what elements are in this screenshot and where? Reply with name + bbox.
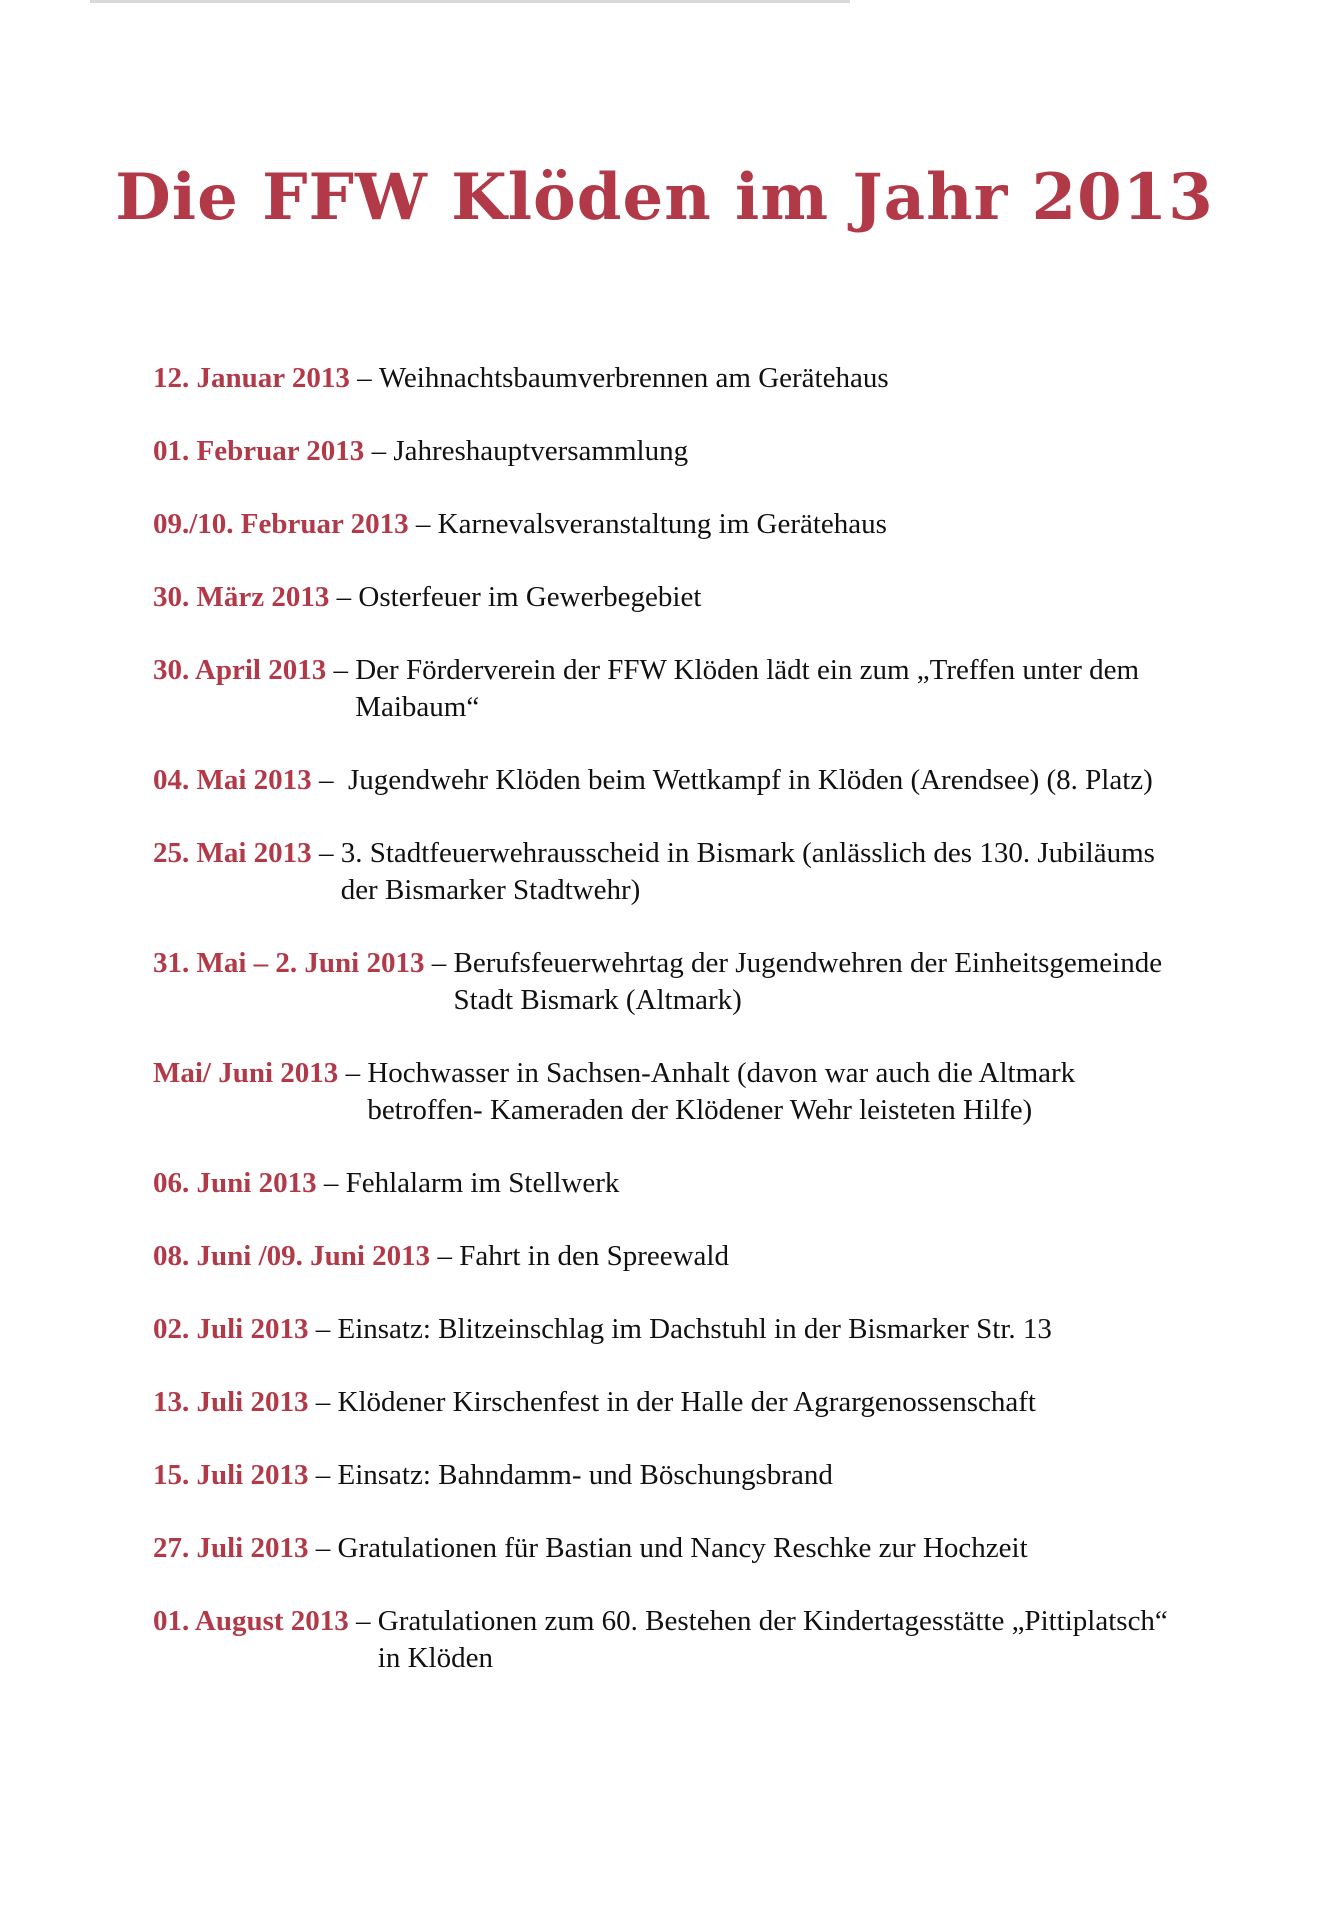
event-entry bbox=[153, 1055, 1183, 1129]
event-date: 09./10. Februar 2013 bbox=[153, 508, 409, 540]
event-date: 04. Mai 2013 bbox=[153, 764, 312, 796]
dash-separator: – bbox=[326, 654, 356, 686]
event-date: 27. Juli 2013 bbox=[153, 1532, 309, 1564]
dash-separator: – bbox=[311, 764, 348, 796]
page-title: Die FFW Klöden im Jahr 2013 bbox=[115, 160, 1214, 235]
event-description: Klödener Kirschenfest in der Halle der Agrargenossenschaft bbox=[337, 1386, 1036, 1418]
dash-separator: – bbox=[316, 1167, 346, 1199]
event-list bbox=[153, 360, 1183, 1713]
event-entry bbox=[153, 1384, 1183, 1421]
event-description: Hochwasser in Sachsen-Anhalt (davon war auch die Altmark betroffen- Kameraden der Klödener Wehr leisteten Hilfe) bbox=[367, 1057, 1076, 1126]
event-date: Mai/ Juni 2013 bbox=[153, 1057, 339, 1089]
dash-separator: – bbox=[348, 1605, 378, 1637]
event-entry bbox=[153, 360, 1183, 397]
event-date: 08. Juni /09. Juni 2013 bbox=[153, 1240, 431, 1272]
dash-separator: – bbox=[329, 581, 359, 613]
dash-separator: – bbox=[349, 362, 379, 394]
event-date: 02. Juli 2013 bbox=[153, 1313, 309, 1345]
dash-separator: – bbox=[308, 1532, 338, 1564]
dash-separator: – bbox=[430, 1240, 460, 1272]
event-description: Gratulationen für Bastian und Nancy Reschke zur Hochzeit bbox=[337, 1532, 1028, 1564]
dash-separator: – bbox=[408, 508, 438, 540]
event-description: 3. Stadtfeuerwehrausscheid in Bismark (anlässlich des 130. Jubiläums der Bismarker Stadtwehr) bbox=[340, 837, 1155, 906]
dash-separator: – bbox=[311, 837, 341, 869]
event-entry bbox=[153, 579, 1183, 616]
event-entry bbox=[153, 945, 1183, 1019]
event-entry bbox=[153, 1311, 1183, 1348]
dash-separator: – bbox=[424, 947, 454, 979]
event-description: Jahreshauptversammlung bbox=[393, 435, 689, 467]
page-edge-line bbox=[90, 0, 850, 3]
event-entry bbox=[153, 1530, 1183, 1567]
event-description: Gratulationen zum 60. Bestehen der Kindertagesstätte „Pittiplatsch“ in Klöden bbox=[377, 1605, 1168, 1674]
event-entry bbox=[153, 433, 1183, 470]
event-description: Der Förderverein der FFW Klöden lädt ein zum „Treffen unter dem Maibaum“ bbox=[355, 654, 1140, 723]
event-date: 31. Mai – 2. Juni 2013 bbox=[153, 947, 425, 979]
event-description: Berufsfeuerwehrtag der Jugendwehren der Einheitsgemeinde Stadt Bismark (Altmark) bbox=[453, 947, 1163, 1016]
event-date: 13. Juli 2013 bbox=[153, 1386, 309, 1418]
event-description: Weihnachtsbaumverbrennen am Gerätehaus bbox=[378, 362, 889, 394]
event-date: 25. Mai 2013 bbox=[153, 837, 312, 869]
dash-separator: – bbox=[308, 1386, 338, 1418]
dash-separator: – bbox=[364, 435, 394, 467]
event-entry bbox=[153, 1457, 1183, 1494]
event-entry bbox=[153, 1165, 1183, 1202]
event-date: 06. Juni 2013 bbox=[153, 1167, 317, 1199]
event-description: Einsatz: Bahndamm- und Böschungsbrand bbox=[337, 1459, 833, 1491]
event-date: 12. Januar 2013 bbox=[153, 362, 350, 394]
event-entry bbox=[153, 1238, 1183, 1275]
dash-separator: – bbox=[308, 1313, 338, 1345]
event-entry bbox=[153, 652, 1183, 726]
event-entry bbox=[153, 1603, 1183, 1677]
event-date: 01. August 2013 bbox=[153, 1605, 349, 1637]
event-entry bbox=[153, 762, 1183, 799]
event-entry bbox=[153, 506, 1183, 543]
dash-separator: – bbox=[338, 1057, 368, 1089]
event-date: 15. Juli 2013 bbox=[153, 1459, 309, 1491]
event-date: 30. April 2013 bbox=[153, 654, 327, 686]
event-description: Jugendwehr Klöden beim Wettkampf in Klöden (Arendsee) (8. Platz) bbox=[347, 764, 1153, 796]
event-entry bbox=[153, 835, 1183, 909]
event-description: Karnevalsveranstaltung im Gerätehaus bbox=[437, 508, 887, 540]
event-date: 30. März 2013 bbox=[153, 581, 330, 613]
event-description: Fahrt in den Spreewald bbox=[459, 1240, 729, 1272]
event-description: Osterfeuer im Gewerbegebiet bbox=[358, 581, 702, 613]
event-date: 01. Februar 2013 bbox=[153, 435, 365, 467]
event-description: Fehlalarm im Stellwerk bbox=[345, 1167, 620, 1199]
event-description: Einsatz: Blitzeinschlag im Dachstuhl in der Bismarker Str. 13 bbox=[337, 1313, 1052, 1345]
dash-separator: – bbox=[308, 1459, 338, 1491]
